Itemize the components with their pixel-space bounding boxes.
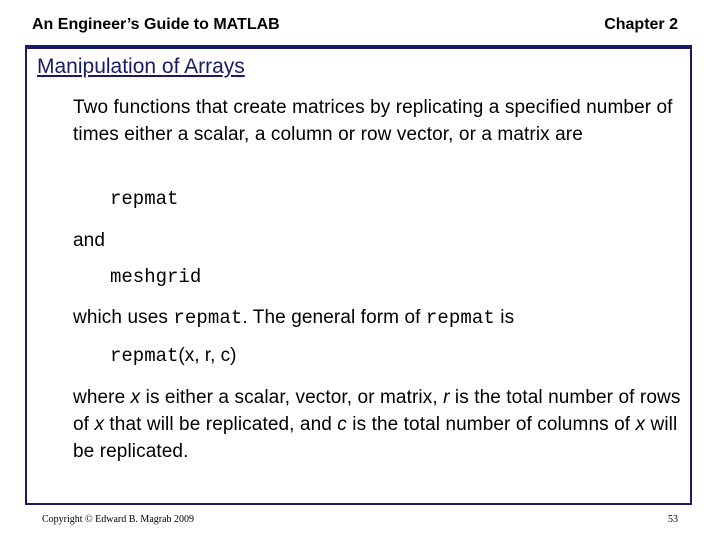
uses-code-repmat: repmat [173,307,243,329]
copyright-text: Copyright © Edward B. Magrab 2009 [42,514,195,525]
intro-paragraph: Two functions that create matrices by replicating a specified number of times either a scalar, a column or row vector, or a matrix are [73,97,673,145]
chapter-label: Chapter 2 [604,16,678,33]
syntax-line [110,345,236,367]
explain-paragraph [73,384,683,465]
slide-top-rule [25,45,692,49]
explain-p6: will be replicated. [73,414,678,462]
var-r: r [443,387,450,408]
explain-p4: that will be replicated, and [104,414,338,435]
var-x: x [130,387,141,408]
explain-p2: is either a scalar, vector, or matrix, [140,387,444,408]
and-text: and [73,230,106,251]
uses-line [73,304,514,332]
explain-p5: is the total number of columns of [346,414,636,435]
uses-suffix: is [494,307,515,328]
explain-p3: is the total number of rows of [73,387,681,435]
uses-prefix: which uses [73,307,174,328]
explain-p1: where [73,387,131,408]
uses-middle: . The general form of [242,307,426,328]
code-repmat: repmat [110,188,179,210]
var-x-2: x [94,414,105,435]
syntax-func: repmat [110,345,179,367]
uses-code-repmat-2: repmat [425,307,495,329]
var-x-3: x [635,414,646,435]
book-title: An Engineer’s Guide to MATLAB [32,16,280,33]
code-meshgrid: meshgrid [110,266,202,288]
syntax-args: (x, r, c) [178,345,237,366]
slide-title: Manipulation of Arrays [37,55,245,78]
page-number: 53 [668,514,678,525]
var-c: c [337,414,347,435]
